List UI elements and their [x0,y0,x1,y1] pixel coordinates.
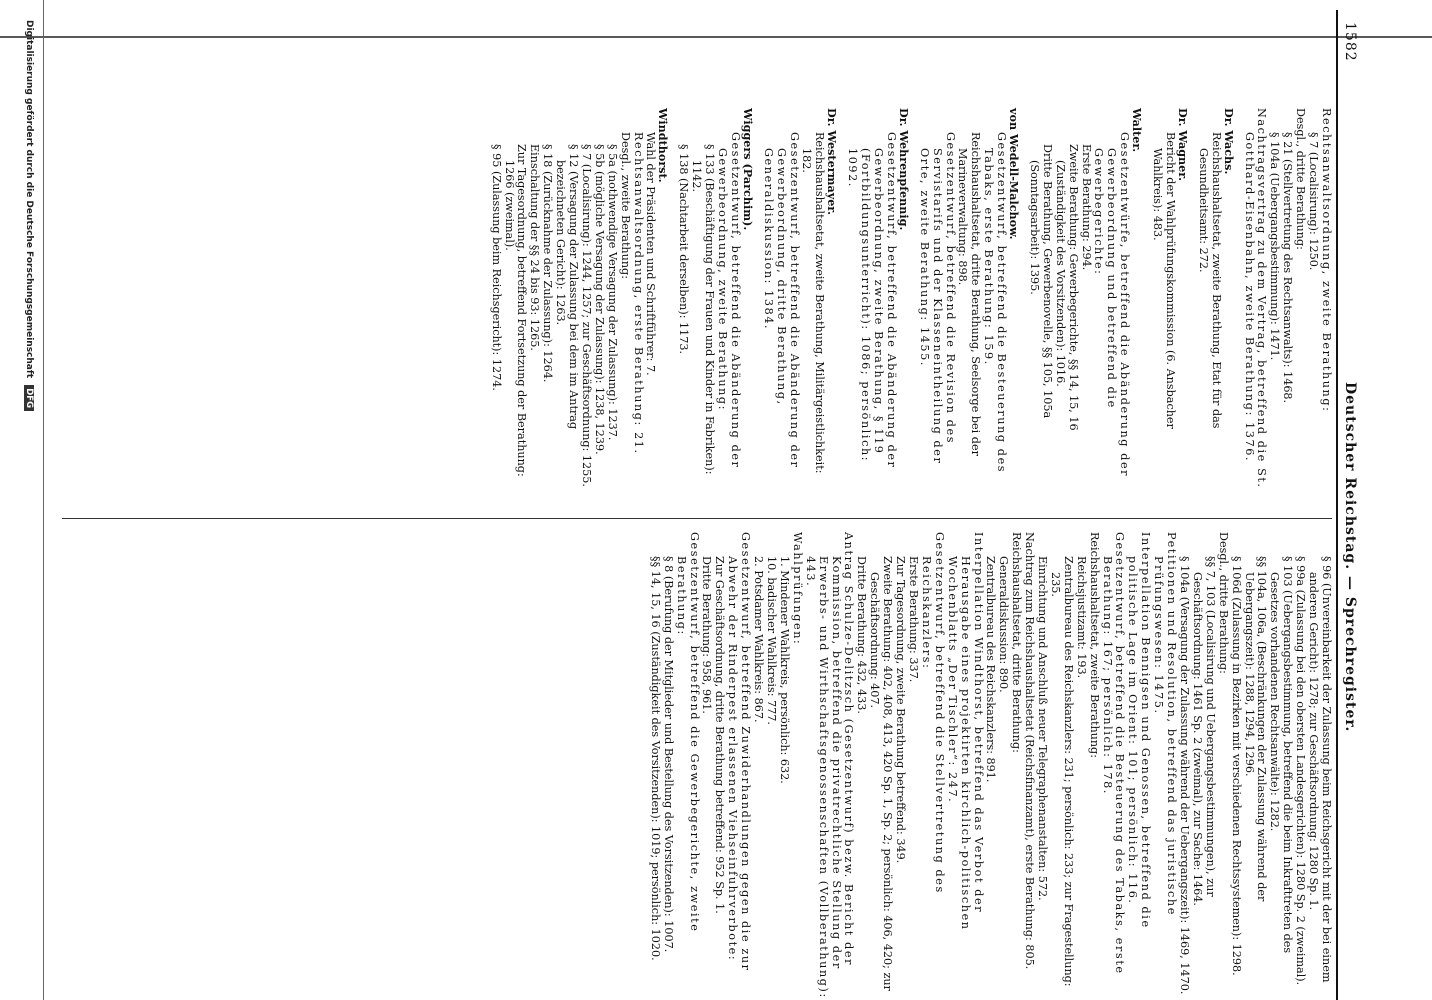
entry-spacer [838,108,845,496]
register-entry: Einrichtung und Anschluß neuer Telegraphenanstalten: 572. [1036,556,1050,901]
register-entry: Gesetzentwurf, betreffend die Abänderung der Gewerbeordnung, zweite Berathung, § 119 (Fortbildungsunterricht): 1086; persönlich: 1092. [846,132,898,469]
register-entry: § 7 (Localisirung): 1250. [1307,132,1321,271]
register-entry: § 106d (Zulassung in Bezirken mit verschiedenen Rechtssystemen): 1298. [1229,556,1243,976]
register-entry: Gesetzentwürfe, betreffend die Abänderung der Gewerbeordnung und betreffend die Gewerbegerichte: [1092,132,1132,478]
register-entry: § 21 (Stellvertretung des Rechtsanwalts): 1468. [1281,132,1295,404]
register-entry: Gesetzentwurf, betreffend die Gewerbegerichte, zweite Berathung: [674,532,701,933]
register-entry: von Wedell-Malchow. [1007,108,1022,240]
register-entry: Generaldiskussion: 890. [997,556,1011,693]
digitization-credit [24,20,34,980]
register-entry: Zweite Berathung: Gewerbegerichte, §§ 14, 15, 16 (Zuständigkeit des Vorsitzenden): 1016. [1053,144,1080,431]
dfg-logo: DFG [24,385,34,411]
register-entry: § 8 (Berufung der Mitglieder und Bestellung des Vorsitzenden): 1007. [661,556,675,953]
register-entry: Interpellation Windthorst, betreffend das Verbot der Herausgabe eines projektirten kirchlich-politischen Wochenblatts „Der Tischler“: 247. [945,532,985,931]
register-entry: Einschaltung der §§ 24 bis 93: 1265. [528,144,542,351]
register-entry: § 104a (Uebergangsbestimmung): 1471. [1268,132,1282,361]
register-entry: Dritte Berathung: 958, 961. [700,556,714,714]
register-entry: Reichshaushaltsetat, zweite Berathung: [1087,532,1101,758]
register-entry: §§ 7, 103 (Localisirung und Uebergangsbestimmungen), zur Geschäftsordnung: 1461 Sp. 2 (zweimal), zur Sache: 1464. [1190,556,1217,906]
register-entry: Reichshaushaltsetat, dritte Berathung, Seelsorge bei der Marineverwaltung: 898. [956,132,983,456]
register-entry: § 104a (Versagung der Zulassung während der Uebergangszeit): 1469, 1470. [1178,556,1192,995]
page-number: 1582 [1342,22,1358,62]
entry-spacer [1189,108,1196,496]
column-divider [62,518,1332,519]
register-entry: Gesetzentwurf, betreffend die Abänderung der Gewerbeordnung, dritte Berathung, Generaldiskussion: 1384. [761,132,801,469]
register-entry: Reichshaushaltsetat, zweite Berathung, Etat für das Gesundheitsamt: 272. [1196,132,1223,429]
register-entry: Erste Berathung: 337. [907,556,920,683]
register-entry: § 133 (Beschäftigung der Frauen und Kinder in Fabriken): 1142. [690,144,717,475]
register-entry: § 103 (Uebergangsbestimmung, betreffend die beim Inkrafttreten des Gesetzes vorhandenen Rechtsanwälte): 1282. [1268,556,1295,954]
register-entry: § 5a (nothwendige Versagung der Zulassung): 1237. [605,144,619,441]
register-entry: Dr. Westermayer. [825,108,840,216]
register-entry: Dritte Berathung: 432, 433. [855,556,869,714]
footer-rule [43,0,44,1000]
register-entry: Zentralbureau des Reichskanzlers: 231; persönlich: 233; zur Fragestellung: 235. [1048,556,1075,987]
register-entry: § 138 (Nachtarbeit derselben): 1173. [677,144,691,355]
register-entry: Zur Geschäftsordnung, dritte Berathung betreffend: 952 Sp. 1. [713,556,727,914]
register-entry: §§ 104a, 106a, (Beschränkungen der Zulassung während der Uebergangszeit): 1288, 1294, 1296. [1242,556,1269,902]
register-entry: Gesetzentwurf, betreffend die Abänderung der Gewerbeordnung, zweite Berathung: [716,132,742,469]
register-entry: Reichsjustizamt: 193. [1074,556,1088,679]
register-entry: Walter. [1130,108,1145,153]
register-entry: Dr. Wehrenpfennig. [896,108,911,231]
credit-text: Digitalisierung gefördert durch die Deutsche Forschungsgemeinschaft [24,20,34,379]
register-entry: § 18 (Zurücknahme der Zulassung): 1264. [541,144,555,383]
register-entry: Wahl der Präsidenten und Schriftführer: 7. [644,132,658,376]
entry-spacer [1235,108,1242,496]
register-entry: Rechtsanwaltsordnung, erste Berathung: 21. [631,132,645,455]
entry-spacer [1020,108,1027,496]
register-entry: Interpellation Bennigsen und Genossen, betreffend die politische Lage im Orient: 101; persönlich: 116. [1126,532,1153,929]
register-entry: Reichshaushaltsetat, zweite Berathung, Militärgeistlichkeit: 182. [800,132,827,474]
page-title: Deutscher Reichstag. — Sprechregister. [1342,382,1358,733]
register-entry: Dritte Berathung, Gewerbenovelle, §§ 105, 105a (Sonntagsarbeit): 1395. [1027,144,1054,419]
register-entry: Zur Tagesordnung, betreffend Fortsetzung der Berathung: 1266 (zweimal). [502,144,529,477]
register-entry: Nachtrag zum Reichshaushaltsetat (Reichsfinanzamt), erste Berathung: 805. [1023,532,1037,970]
entry-spacer [1143,108,1150,496]
register-entry: Windthorst. [656,108,671,183]
register-entry: 10. badischer Wahlkreis: 777. [765,556,779,725]
register-entry: Gesetzentwurf, betreffend die Revision des Servistarifs und der Klasseneintheilung der Orte, zweite Berathung: 1455. [917,132,957,465]
register-entry: Gesetzentwurf, betreffend die Stellvertretung des Reichskanzlers: [919,532,946,894]
entry-spacer [669,108,676,496]
register-entry: Dr. Wachs. [1221,108,1236,175]
register-entry: Dr. Wagner. [1175,108,1190,182]
register-entry: Gesetzentwurf, betreffend die Besteuerung des Tabaks, erste Berathung: 167; persönlich: 178. [1100,532,1127,975]
register-entry: Gesetzentwurf, betreffend Zuwiderhandlungen gegen die zur Abwehr der Rinderpest erlassenen Viehseinfuhrverbote: [726,532,753,972]
register-entry: Desgl., dritte Berathung: [1294,108,1308,250]
register-entry: § 96 (Unvereinbarkeit der Zulassung beim Reichsgericht mit der bei einem anderen Gericht): 1278; zur Geschäftsordnung: 1280 Sp. 1. [1307,556,1333,983]
register-entry: Zentralbureau des Reichskanzlers: 891. [984,556,998,783]
left-column [489,108,1332,496]
register-entry: Bericht der Wahlprüfungskommission (6. Ansbacher Wahlkreis): 483. [1151,132,1178,429]
register-entry: Wiggers (Parchim). [740,108,755,231]
right-column [648,532,1332,1000]
register-entry: Nachtragsvertrag zu dem Vertrag, betreffend die St. Gotthard-Eisenbahn, zweite Berathung: 1376. [1242,108,1269,489]
register-entry: Antrag Schulze-Delitzsch (Gesetzentwurf) bezw. Bericht der Kommission, betreffend die privatrechtliche Stellung der Erwerbs- und Wirthschaftsgenossenschaften (Vollberathung): 443. [803,532,856,999]
scan-edge-rule [0,36,1432,38]
register-entry: Desgl., zweite Berathung: [618,132,632,279]
register-entry: § 99a (Zulassung bei den obersten Landesgerichten): 1280 Sp. 2 (zweimal). [1294,556,1308,986]
register-entry: § 5b (mögliche Versagung der Zulassung): 1238, 1239. [592,144,606,455]
register-entry: Rechtsanwaltsordnung, zweite Berathung: [1320,108,1333,413]
register-entry: § 95 (Zulassung beim Reichsgericht): 1274. [489,144,503,391]
entry-spacer [910,108,917,496]
register-entry: § 7 (Localisirung): 1244, 1257; zur Geschäftsordnung: 1255. [579,144,593,487]
register-entry: § 12 (Versagung der Zulassung bei dem im Antrag bezeichneten Gericht): 1263. [554,144,581,430]
entry-spacer [754,108,761,496]
register-entry: Wahlprüfungen: [790,532,804,646]
register-entry: Zur Tagesordnung, zweite Berathung betreffend: 349. [894,556,908,864]
register-entry: 2. Potsdamer Wahlkreis: 867. [752,556,766,723]
register-entry: Gesetzentwurf, betreffend die Besteuerung des Tabaks, erste Berathung: 159. [982,132,1009,474]
register-entry: Reichshaushaltsetat, dritte Berathung: [1010,532,1024,753]
page-header [1338,12,1362,1000]
register-entry: Desgl., dritte Berathung: [1216,532,1230,674]
register-entry: Zweite Berathung: 402, 408, 413, 420 Sp. 1, Sp. 2; persönlich: 406, 420; zur Geschäftsordnung: 407. [868,556,895,991]
register-entry: Petitionen und Resolution, betreffend das juristische Prüfungswesen: 1475. [1152,532,1179,916]
register-entry: Erste Berathung: 294. [1079,144,1093,271]
register-entry: §§ 14, 15, 16 (Zuständigkeit des Vorsitzenden): 1019; persönlich: 1020. [648,556,662,961]
header-rule [1336,10,1338,1000]
register-entry: 1. Mindener Wahlkreis, persönlich: 632. [777,556,791,784]
